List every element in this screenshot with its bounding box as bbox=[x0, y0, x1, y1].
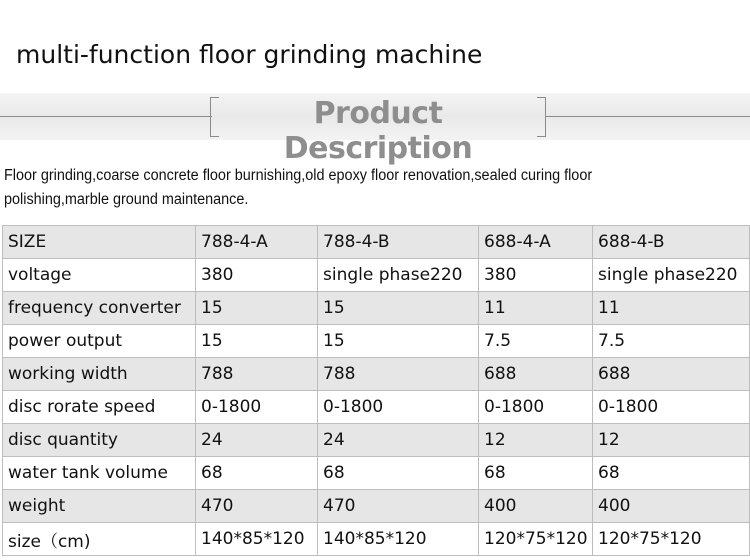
spec-table bbox=[2, 225, 750, 556]
table-cell: 68 bbox=[196, 457, 318, 490]
table-row bbox=[3, 424, 750, 457]
section-heading: Product Description bbox=[283, 96, 473, 166]
table-cell: 11 bbox=[593, 292, 750, 325]
banner-bracket-right bbox=[537, 97, 546, 137]
table-row bbox=[3, 292, 750, 325]
table-row bbox=[3, 226, 750, 259]
table-cell: SIZE bbox=[3, 226, 196, 259]
table-cell: power output bbox=[3, 325, 196, 358]
table-cell: 24 bbox=[318, 424, 479, 457]
table-cell: water tank volume bbox=[3, 457, 196, 490]
table-cell: frequency converter bbox=[3, 292, 196, 325]
banner-divider-left bbox=[0, 116, 212, 117]
page-title: multi-function floor grinding machine bbox=[16, 40, 483, 69]
table-cell: 0-1800 bbox=[196, 391, 318, 424]
product-description: Floor grinding,coarse concrete floor burnishing,old epoxy floor renovation,sealed curing floor polishing,marble ground maintenance. bbox=[4, 167, 593, 208]
table-cell: 12 bbox=[593, 424, 750, 457]
table-cell: 788 bbox=[196, 358, 318, 391]
table-cell: 7.5 bbox=[479, 325, 593, 358]
table-cell: 470 bbox=[196, 490, 318, 523]
table-cell: 400 bbox=[479, 490, 593, 523]
table-cell: 0-1800 bbox=[318, 391, 479, 424]
table-cell: 788-4-B bbox=[318, 226, 479, 259]
table-row bbox=[3, 391, 750, 424]
table-cell: 68 bbox=[593, 457, 750, 490]
table-cell: 400 bbox=[593, 490, 750, 523]
table-row bbox=[3, 358, 750, 391]
table-cell: 15 bbox=[318, 325, 479, 358]
section-banner bbox=[0, 93, 750, 166]
table-cell: 380 bbox=[479, 259, 593, 292]
table-cell: 140*85*120 bbox=[318, 523, 479, 556]
table-cell: 140*85*120 bbox=[196, 523, 318, 556]
table-cell: 688 bbox=[593, 358, 750, 391]
table-cell: 7.5 bbox=[593, 325, 750, 358]
table-cell: 688-4-B bbox=[593, 226, 750, 259]
table-cell: 24 bbox=[196, 424, 318, 457]
table-cell: 120*75*120 bbox=[479, 523, 593, 556]
table-cell: 0-1800 bbox=[479, 391, 593, 424]
table-row bbox=[3, 325, 750, 358]
table-cell: 11 bbox=[479, 292, 593, 325]
table-cell: working width bbox=[3, 358, 196, 391]
table-cell: size（cm) bbox=[3, 523, 196, 556]
table-row bbox=[3, 523, 750, 556]
table-cell: 688 bbox=[479, 358, 593, 391]
table-row bbox=[3, 259, 750, 292]
table-cell: 15 bbox=[318, 292, 479, 325]
table-cell: 0-1800 bbox=[593, 391, 750, 424]
table-cell: 68 bbox=[479, 457, 593, 490]
table-cell: voltage bbox=[3, 259, 196, 292]
table-cell: disc rorate speed bbox=[3, 391, 196, 424]
banner-divider-right bbox=[545, 116, 750, 117]
table-cell: disc quantity bbox=[3, 424, 196, 457]
table-cell: 12 bbox=[479, 424, 593, 457]
table-cell: single phase220 bbox=[318, 259, 479, 292]
table-row bbox=[3, 457, 750, 490]
table-cell: 688-4-A bbox=[479, 226, 593, 259]
table-cell: single phase220 bbox=[593, 259, 750, 292]
table-cell: 380 bbox=[196, 259, 318, 292]
table-cell: 15 bbox=[196, 292, 318, 325]
table-cell: weight bbox=[3, 490, 196, 523]
table-cell: 68 bbox=[318, 457, 479, 490]
table-cell: 120*75*120 bbox=[593, 523, 750, 556]
table-cell: 788-4-A bbox=[196, 226, 318, 259]
table-row bbox=[3, 490, 750, 523]
table-cell: 470 bbox=[318, 490, 479, 523]
table-cell: 15 bbox=[196, 325, 318, 358]
table-cell: 788 bbox=[318, 358, 479, 391]
banner-bracket-left bbox=[210, 97, 219, 137]
